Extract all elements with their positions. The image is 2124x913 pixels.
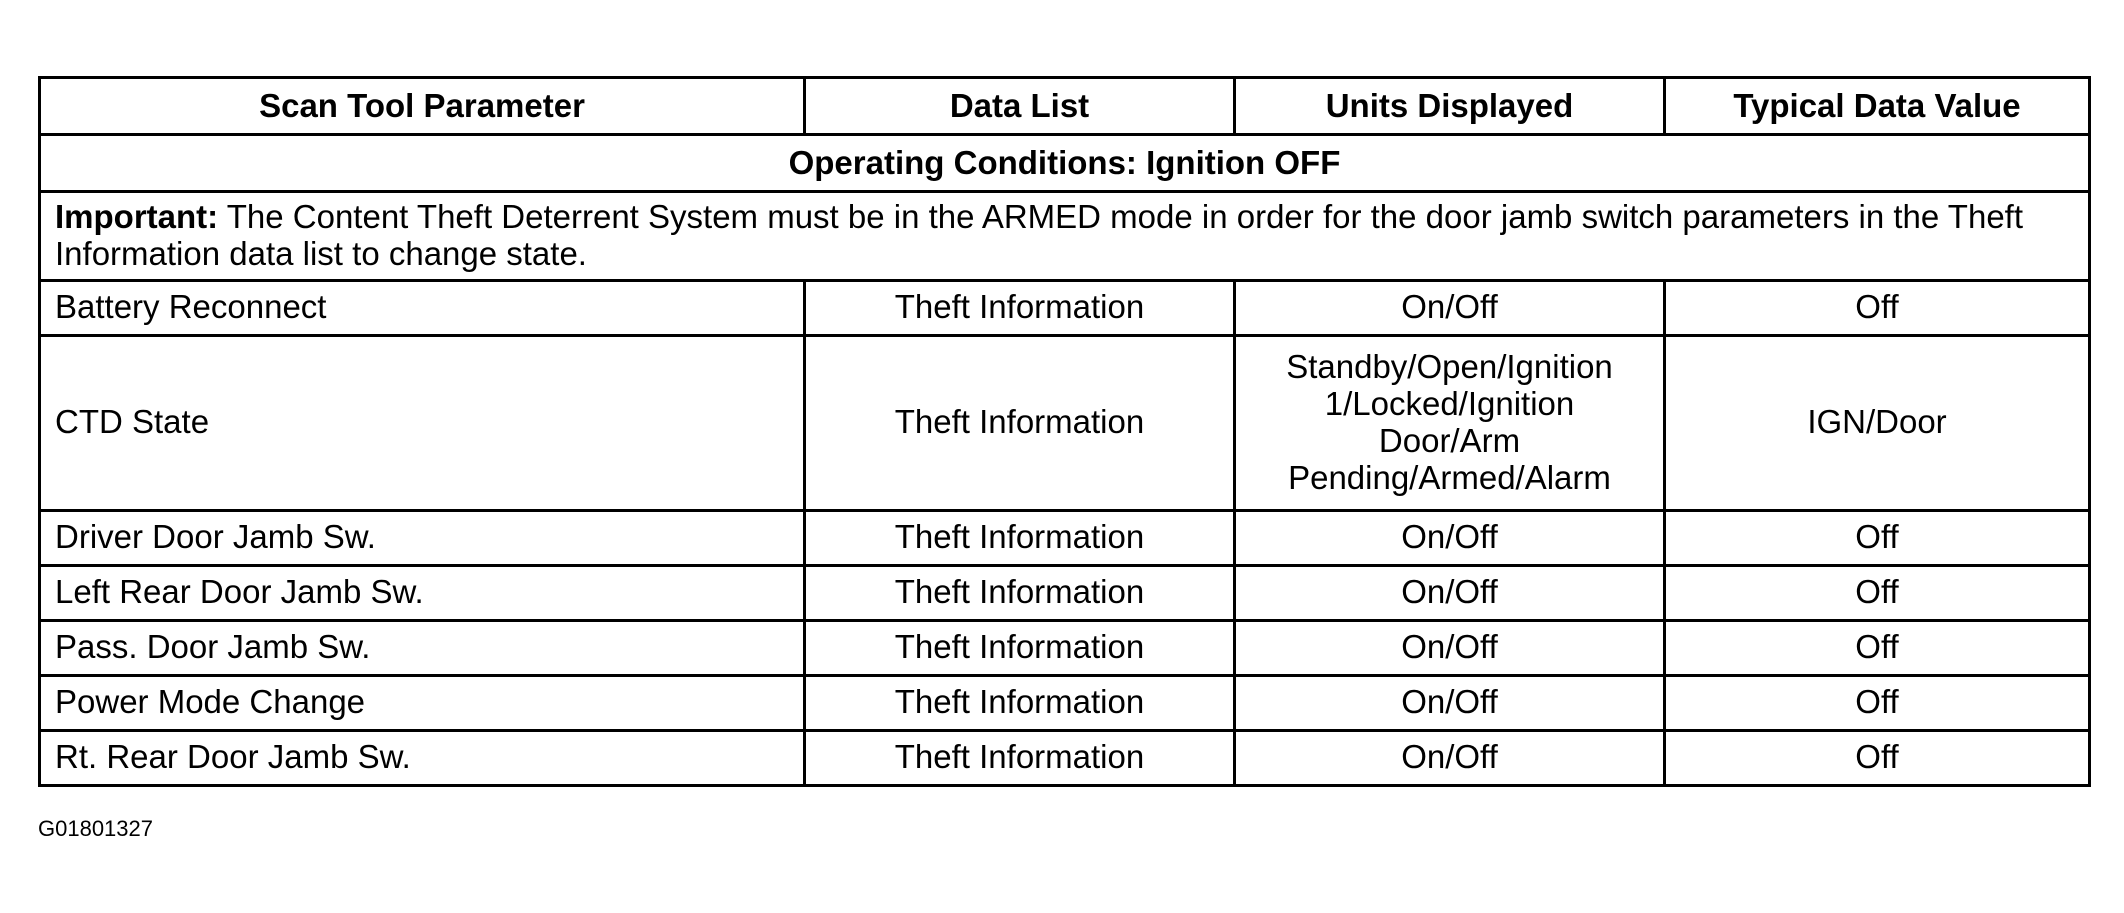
typical-value-cell: Off [1665,675,2090,730]
units-cell: On/Off [1235,280,1665,335]
typical-value-cell: Off [1665,730,2090,785]
parameter-cell: CTD State [40,335,805,510]
typical-value-cell: Off [1665,565,2090,620]
important-note [40,192,2090,281]
units-cell: On/Off [1235,510,1665,565]
units-cell: On/Off [1235,565,1665,620]
parameter-cell: Driver Door Jamb Sw. [40,510,805,565]
typical-value-cell: IGN/Door [1665,335,2090,510]
operating-conditions: Operating Conditions: Ignition OFF [40,135,2090,192]
parameter-cell: Power Mode Change [40,675,805,730]
table-row [40,335,2090,510]
operating-conditions-row [40,135,2090,192]
data-list-cell: Theft Information [805,510,1235,565]
parameter-cell: Battery Reconnect [40,280,805,335]
typical-value-cell: Off [1665,510,2090,565]
data-list-cell: Theft Information [805,675,1235,730]
scan-tool-data-table [38,76,2091,787]
typical-value-cell: Off [1665,280,2090,335]
data-list-cell: Theft Information [805,730,1235,785]
data-list-cell: Theft Information [805,280,1235,335]
header-units-displayed: Units Displayed [1235,78,1665,135]
parameter-cell: Pass. Door Jamb Sw. [40,620,805,675]
data-list-cell: Theft Information [805,620,1235,675]
table-row [40,565,2090,620]
important-label: Important: [55,198,219,235]
parameter-cell: Rt. Rear Door Jamb Sw. [40,730,805,785]
table-row [40,280,2090,335]
data-list-cell: Theft Information [805,335,1235,510]
data-list-cell: Theft Information [805,565,1235,620]
table-row [40,675,2090,730]
header-data-list: Data List [805,78,1235,135]
header-row [40,78,2090,135]
important-note-row [40,192,2090,281]
header-typical-data-value: Typical Data Value [1665,78,2090,135]
header-scan-tool-parameter: Scan Tool Parameter [40,78,805,135]
units-cell: Standby/Open/Ignition 1/Locked/Ignition Door/Arm Pending/Armed/Alarm [1235,335,1665,510]
units-cell: On/Off [1235,620,1665,675]
units-cell: On/Off [1235,675,1665,730]
units-cell: On/Off [1235,730,1665,785]
figure-id: G01801327 [38,816,153,841]
table-row [40,510,2090,565]
table-row [40,730,2090,785]
important-text: The Content Theft Deterrent System must be in the ARMED mode in order for the door jamb switch parameters in the Theft Information data list to change state. [55,198,2024,272]
parameter-cell: Left Rear Door Jamb Sw. [40,565,805,620]
table-row [40,620,2090,675]
typical-value-cell: Off [1665,620,2090,675]
